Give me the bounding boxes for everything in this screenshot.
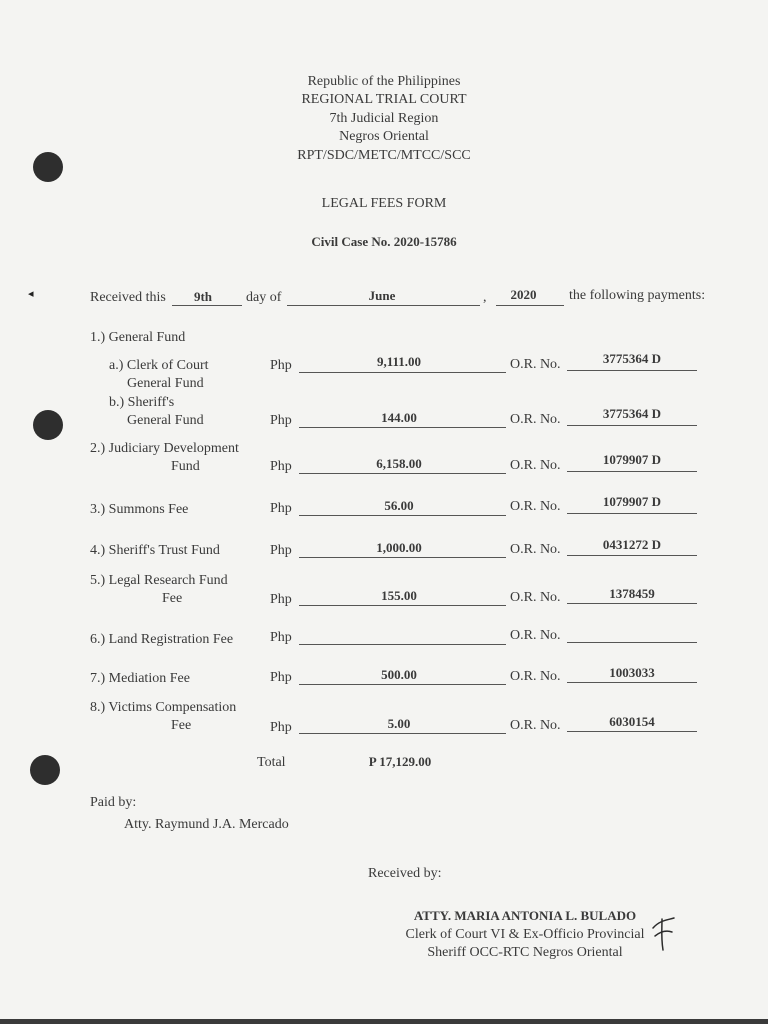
- form-title: LEGAL FEES FORM: [321, 196, 447, 211]
- clerk-or-number: 3775364 D: [602, 351, 662, 366]
- php-label: Php: [270, 670, 292, 685]
- trust-fund-amount: 1,000.00: [376, 540, 422, 555]
- jdf-label-line1: 2.) Judiciary Development: [90, 441, 239, 456]
- total-amount: P 17,129.00: [368, 754, 432, 769]
- punch-hole: [33, 410, 63, 440]
- jdf-amount: 6,158.00: [376, 456, 422, 471]
- received-day-of: day of: [246, 290, 282, 305]
- mediation-or-number: 1003033: [609, 665, 655, 680]
- php-label: Php: [270, 501, 292, 516]
- general-fund-heading: 1.) General Fund: [90, 330, 186, 345]
- paid-by-label: Paid by:: [90, 795, 137, 810]
- jdf-label-line2: Fund: [171, 459, 200, 474]
- trust-fund-label: 4.) Sheriff's Trust Fund: [90, 543, 220, 558]
- received-by-label: Received by:: [368, 866, 442, 881]
- left-arrow-mark-icon: ◂: [28, 288, 34, 300]
- receiver-title-line2: Sheriff OCC-RTC Negros Oriental: [427, 945, 623, 960]
- sheriff-label-line1: b.) Sheriff's: [109, 395, 175, 410]
- or-no-label: O.R. No.: [510, 628, 561, 643]
- received-month: June: [368, 288, 396, 303]
- header-republic: Republic of the Philippines: [307, 74, 461, 89]
- case-number: Civil Case No. 2020-15786: [311, 234, 457, 249]
- receiver-title-line1: Clerk of Court VI & Ex-Officio Provincial: [405, 927, 645, 942]
- or-line: [567, 626, 697, 643]
- total-label: Total: [257, 755, 286, 770]
- header-court: REGIONAL TRIAL COURT: [301, 92, 467, 107]
- or-no-label: O.R. No.: [510, 357, 561, 372]
- lrf-or-number: 1378459: [609, 586, 655, 601]
- received-comma: ,: [483, 290, 487, 305]
- header-region: 7th Judicial Region: [329, 111, 439, 126]
- header-courts-list: RPT/SDC/METC/MTCC/SCC: [297, 148, 471, 163]
- header-province: Negros Oriental: [339, 129, 429, 144]
- received-prefix: Received this: [90, 290, 166, 305]
- clerk-label-line1: a.) Clerk of Court: [109, 358, 209, 373]
- clerk-amount: 9,111.00: [376, 354, 422, 369]
- summons-or-number: 1079907 D: [602, 494, 662, 509]
- lrf-label-line1: 5.) Legal Research Fund: [90, 573, 228, 588]
- or-no-label: O.R. No.: [510, 669, 561, 684]
- clerk-label-line2: General Fund: [127, 376, 204, 391]
- or-no-label: O.R. No.: [510, 590, 561, 605]
- php-label: Php: [270, 592, 292, 607]
- victims-amount: 5.00: [387, 716, 411, 731]
- jdf-or-number: 1079907 D: [602, 452, 662, 467]
- php-label: Php: [270, 630, 292, 645]
- or-no-label: O.R. No.: [510, 718, 561, 733]
- paid-by-name: Atty. Raymund J.A. Mercado: [124, 817, 289, 832]
- punch-hole: [30, 755, 60, 785]
- land-registration-label: 6.) Land Registration Fee: [90, 632, 234, 647]
- php-label: Php: [270, 413, 292, 428]
- victims-label-line2: Fee: [171, 718, 192, 733]
- or-no-label: O.R. No.: [510, 412, 561, 427]
- sheriff-label-line2: General Fund: [127, 413, 204, 428]
- php-label: Php: [270, 459, 292, 474]
- amount-line: [299, 628, 506, 645]
- php-label: Php: [270, 358, 292, 373]
- lrf-label-line2: Fee: [162, 591, 183, 606]
- sheriff-amount: 144.00: [381, 410, 417, 425]
- page-bottom-edge: [0, 1019, 768, 1024]
- mediation-amount: 500.00: [381, 667, 417, 682]
- victims-label-line1: 8.) Victims Compensation: [90, 700, 237, 715]
- php-label: Php: [270, 720, 292, 735]
- received-day: 9th: [193, 289, 213, 304]
- summons-label: 3.) Summons Fee: [90, 502, 189, 517]
- received-suffix: the following payments:: [569, 288, 706, 303]
- trust-fund-or-number: 0431272 D: [602, 537, 662, 552]
- or-no-label: O.R. No.: [510, 542, 561, 557]
- received-year: 2020: [510, 287, 537, 302]
- handwritten-initial-signature: [650, 910, 680, 952]
- victims-or-number: 6030154: [609, 714, 655, 729]
- sheriff-or-number: 3775364 D: [602, 406, 662, 421]
- php-label: Php: [270, 543, 292, 558]
- or-no-label: O.R. No.: [510, 499, 561, 514]
- or-no-label: O.R. No.: [510, 458, 561, 473]
- mediation-label: 7.) Mediation Fee: [90, 671, 190, 686]
- lrf-amount: 155.00: [381, 588, 417, 603]
- receiver-name: ATTY. MARIA ANTONIA L. BULADO: [413, 908, 637, 923]
- summons-amount: 56.00: [384, 498, 414, 513]
